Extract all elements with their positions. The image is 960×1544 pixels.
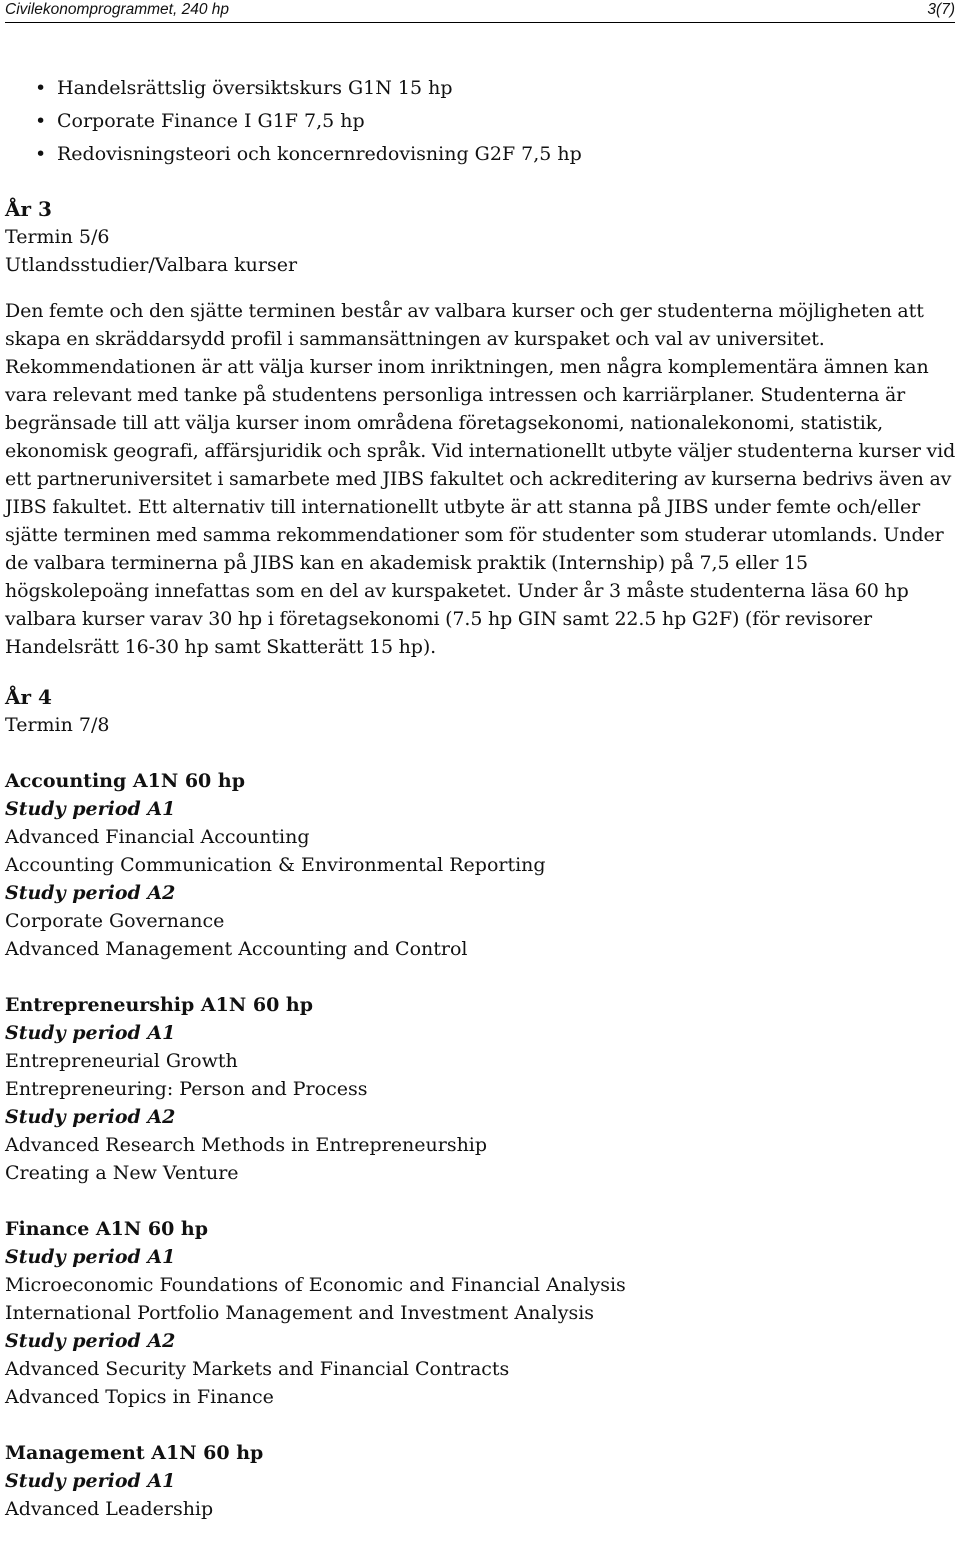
course-item: International Portfolio Management and Investment Analysis [5,1302,595,1324]
course-block-accounting [5,767,957,963]
course-block-entrepreneurship [5,991,957,1187]
course-item: Microeconomic Foundations of Economic and Financial Analysis [5,1274,626,1296]
bullet-item: • Redovisningsteori och koncernredovisning G2F 7,5 hp [35,138,957,171]
study-period-label: Study period A2 [5,1330,176,1352]
block-title: Finance A1N 60 hp [5,1218,209,1240]
course-item: Entrepreneurial Growth [5,1050,238,1072]
course-block-management [5,1439,957,1523]
course-item: Accounting Communication & Environmental Reporting [5,854,546,876]
course-item: Creating a New Venture [5,1162,239,1184]
course-item: Advanced Security Markets and Financial Contracts [5,1358,510,1380]
year-3-term: Termin 5/6 [5,226,110,248]
year-4-section [5,683,957,1523]
year-3-section [5,195,957,661]
course-item: Advanced Financial Accounting [5,826,310,848]
course-item: Advanced Topics in Finance [5,1386,274,1408]
course-block-finance [5,1215,957,1411]
course-item: Advanced Leadership [5,1498,214,1520]
study-period-label: Study period A1 [5,1470,176,1492]
page-header [5,0,955,23]
document-title: Civilekonomprogrammet, 240 hp [5,1,229,18]
study-period-label: Study period A1 [5,1246,176,1268]
bullet-item: • Corporate Finance I G1F 7,5 hp [35,105,957,138]
course-item: Corporate Governance [5,910,225,932]
year-3-paragraph: Den femte och den sjätte terminen består av valbara kurser och ger studenterna möjligheten att skapa en skräddarsydd profil i sammansättningen av kurspaket och val av universitet. Rekommendationen är att välja kurser inom inriktningen, men några komplementära ämnen kan vara relevant med tanke på studentens personliga intressen och karriärplaner. Studenterna är begränsade till att välja kurser inom områdena företagsekonomi, nationalekonomi, statistik, ekonomisk geografi, affärsjuridik och språk. Vid internationellt utbyte väljer studenterna kurser vid ett partneruniversitet i samarbete med JIBS fakultet och ackreditering av kurserna bedrivs även av JIBS fakultet. Ett alternativ till internationellt utbyte är att stanna på JIBS under femte och/eller sjätte terminen med samma rekommendationer som för studenter som studerar utomlands. Under de valbara terminerna på JIBS kan en akademisk praktik (Internship) på 7,5 eller 15 högskolepoäng innefattas som en del av kurspaketet. Under år 3 måste studenterna läsa 60 hp valbara kurser varav 30 hp i företagsekonomi (7.5 hp GIN samt 22.5 hp G2F) (för revisorer Handelsrätt 16-30 hp samt Skatterätt 15 hp). [5,300,956,658]
course-item: Advanced Research Methods in Entrepreneurship [5,1134,488,1156]
year-4-heading: År 4 [5,685,52,709]
block-title: Accounting A1N 60 hp [5,770,245,792]
study-period-label: Study period A2 [5,1106,176,1128]
study-period-label: Study period A1 [5,1022,176,1044]
year-4-term: Termin 7/8 [5,714,110,736]
bullet-item: • Handelsrättslig översiktskurs G1N 15 hp [35,72,957,105]
document-body [5,72,957,1523]
study-period-label: Study period A1 [5,798,176,820]
course-item: Entrepreneuring: Person and Process [5,1078,368,1100]
block-title: Entrepreneurship A1N 60 hp [5,994,314,1016]
year-3-subtitle: Utlandsstudier/Valbara kurser [5,254,298,276]
study-period-label: Study period A2 [5,882,176,904]
block-title: Management A1N 60 hp [5,1442,264,1464]
course-blocks [5,767,957,1523]
course-item: Advanced Management Accounting and Control [5,938,468,960]
page-number: 3(7) [927,1,955,18]
year-3-heading: År 3 [5,197,52,221]
course-bullet-list [5,72,957,171]
